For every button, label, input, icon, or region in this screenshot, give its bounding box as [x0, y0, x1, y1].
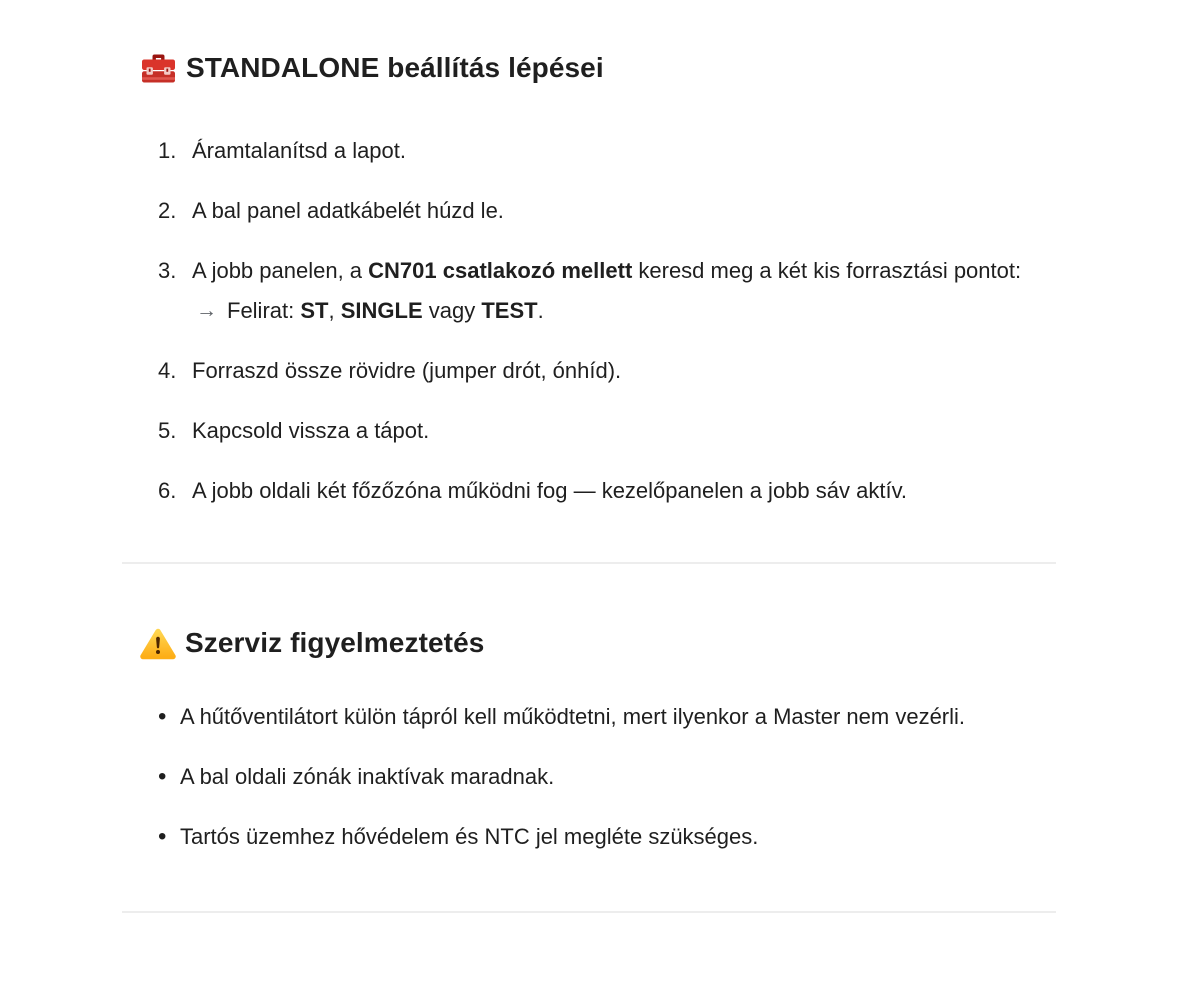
warning-text: A bal oldali zónák inaktívak maradnak.: [180, 764, 555, 789]
standalone-setup-section: [122, 51, 1056, 511]
warning-item-1: [122, 697, 1056, 737]
setup-step-4: [122, 351, 1056, 391]
text: Áramtalanítsd a lapot.: [192, 138, 407, 163]
bullet-icon: •: [158, 703, 167, 730]
bold-text: CN701 csatlakozó mellett: [368, 258, 633, 283]
bullet-icon: •: [158, 823, 167, 850]
text: A jobb oldali két főzőzóna működni fog — kezelőpanelen a jobb sáv aktív.: [192, 478, 908, 503]
bold-text: TEST: [481, 298, 538, 323]
document-page: [122, 0, 1056, 913]
sub-note-text: [227, 291, 544, 331]
step-number: 1.: [158, 138, 177, 163]
step-number: 5.: [158, 418, 177, 443]
text: .: [537, 298, 544, 323]
section-title-warning: [140, 626, 1056, 660]
text: vagy: [422, 298, 482, 323]
setup-step-6: [122, 471, 1056, 511]
toolbox-icon: [140, 51, 177, 85]
step-text: [192, 251, 1056, 331]
text: A bal panel adatkábelét húzd le.: [192, 198, 504, 223]
setup-step-2: [122, 191, 1056, 231]
step-number: 4.: [158, 358, 177, 383]
step-number: 2.: [158, 198, 177, 223]
bullet-icon: •: [158, 763, 167, 790]
bold-text: SINGLE: [340, 298, 423, 323]
text: A jobb panelen, a: [192, 258, 369, 283]
section-title-standalone: [140, 51, 1056, 85]
text: Felirat:: [227, 298, 301, 323]
warning-bullets-list: [122, 697, 1056, 857]
warning-item-2: [122, 757, 1056, 797]
setup-steps-list: [122, 131, 1056, 511]
section-divider: [122, 562, 1056, 564]
step-text: [192, 471, 1056, 511]
step-text: [192, 411, 1056, 451]
step-number: 3.: [158, 258, 177, 283]
service-warning-section: [122, 626, 1056, 857]
setup-step-5: [122, 411, 1056, 451]
text: Kapcsold vissza a tápot.: [192, 418, 430, 443]
text: Forraszd össze rövidre (jumper drót, ónhíd).: [192, 358, 622, 383]
setup-step-3: [122, 251, 1056, 331]
step-text: [192, 131, 1056, 171]
warning-item-3: [122, 817, 1056, 857]
section-title-text: STANDALONE beállítás lépései: [186, 52, 604, 83]
step-text: [192, 191, 1056, 231]
step-sub-note: [192, 291, 1056, 331]
warning-text: Tartós üzemhez hővédelem és NTC jel megléte szükséges.: [180, 824, 759, 849]
warning-text: A hűtőventilátort külön tápról kell működtetni, mert ilyenkor a Master nem vezérli.: [180, 704, 966, 729]
step-number: 6.: [158, 478, 177, 503]
text: keresd meg a két kis forrasztási pontot:: [632, 258, 1022, 283]
text: ,: [328, 298, 341, 323]
warning-icon: [140, 627, 176, 660]
bottom-divider: [122, 911, 1056, 913]
setup-step-1: [122, 131, 1056, 171]
arrow-icon: →: [196, 299, 217, 322]
section-title-text: Szerviz figyelmeztetés: [185, 627, 485, 658]
bold-text: ST: [300, 298, 329, 323]
step-text: [192, 351, 1056, 391]
